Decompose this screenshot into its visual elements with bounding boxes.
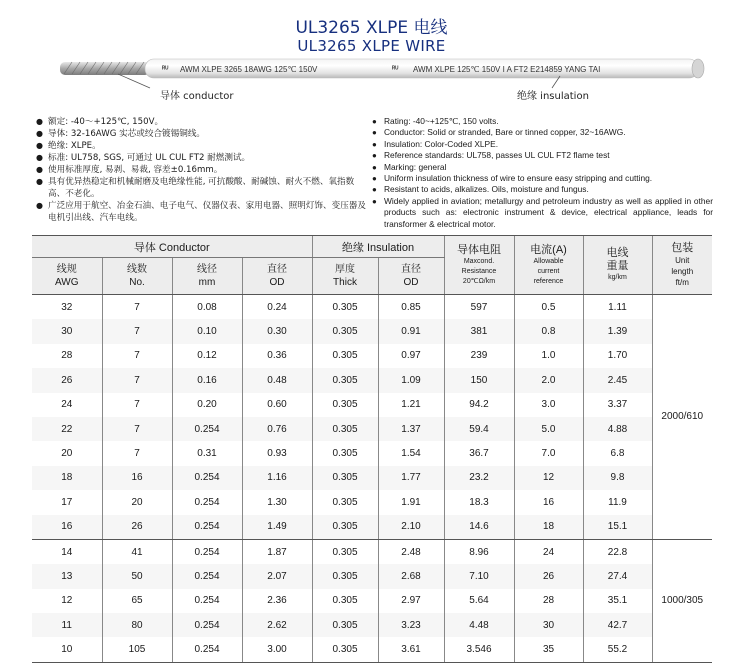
- cell-conductor-od: 0.93: [242, 441, 312, 465]
- table-row: [32, 441, 712, 465]
- cell-insulation-od: 1.37: [378, 417, 444, 441]
- cell-awg: 10: [32, 637, 102, 662]
- cell-strands: 7: [102, 295, 172, 320]
- cell-thickness: 0.305: [312, 564, 378, 588]
- cell-strand-dia: 0.16: [172, 368, 242, 392]
- cell-strands: 7: [102, 319, 172, 343]
- cell-resistance: 36.7: [444, 441, 514, 465]
- cell-strands: 20: [102, 490, 172, 514]
- cell-strands: 80: [102, 613, 172, 637]
- cell-insulation-od: 2.10: [378, 515, 444, 540]
- ul-logo-right: ᴿᵁ: [392, 66, 399, 73]
- page-subtitle: UL3265 XLPE WIRE: [297, 37, 446, 55]
- header-no: 线数 No.: [102, 258, 172, 295]
- bullet-en: ● Rating: -40~+125℃, 150 volts.: [372, 116, 499, 126]
- cell-current: 2.0: [514, 368, 583, 392]
- cell-conductor-od: 1.49: [242, 515, 312, 540]
- cell-strands: 105: [102, 637, 172, 662]
- cell-resistance: 14.6: [444, 515, 514, 540]
- header-length: 包装 Unit length ft/m: [652, 236, 712, 295]
- cell-resistance: 7.10: [444, 564, 514, 588]
- cell-current: 12: [514, 466, 583, 490]
- cell-resistance: 3.546: [444, 637, 514, 662]
- bullet-en: ● Resistant to acids, alkalizes. Oils, moisture and fungus.: [372, 184, 589, 195]
- cell-conductor-od: 1.30: [242, 490, 312, 514]
- cell-awg: 22: [32, 417, 102, 441]
- cell-current: 18: [514, 515, 583, 540]
- cell-weight: 22.8: [583, 539, 652, 564]
- cell-conductor-od: 2.36: [242, 589, 312, 613]
- cell-awg: 28: [32, 344, 102, 368]
- cell-strand-dia: 0.254: [172, 466, 242, 490]
- bullet-en: ● Reference standards: UL758, passes UL CUL FT2 flame test: [372, 150, 610, 161]
- table-row: [32, 466, 712, 490]
- cell-conductor-od: 3.00: [242, 637, 312, 662]
- cell-thickness: 0.305: [312, 368, 378, 392]
- header-mm: 线径 mm: [172, 258, 242, 295]
- wire-print-left: AWM XLPE 3265 18AWG 125℃ 150V: [180, 65, 318, 74]
- callout-insulation: 绝缘 insulation: [517, 91, 589, 102]
- cell-weight: 1.70: [583, 344, 652, 368]
- cell-resistance: 8.96: [444, 539, 514, 564]
- cell-resistance: 150: [444, 368, 514, 392]
- cell-thickness: 0.305: [312, 466, 378, 490]
- cell-strand-dia: 0.254: [172, 589, 242, 613]
- conductor-pointer: [118, 74, 150, 88]
- cell-thickness: 0.305: [312, 490, 378, 514]
- cell-insulation-od: 1.09: [378, 368, 444, 392]
- cell-insulation-od: 3.61: [378, 637, 444, 662]
- features-en: [370, 116, 713, 230]
- cell-thickness: 0.305: [312, 295, 378, 320]
- cell-weight: 1.11: [583, 295, 652, 320]
- cell-awg: 30: [32, 319, 102, 343]
- table-row: [32, 368, 712, 392]
- header-weight: 电线 重量 kg/km: [583, 236, 652, 295]
- cell-weight: 9.8: [583, 466, 652, 490]
- cell-strands: 7: [102, 441, 172, 465]
- table-row: [32, 393, 712, 417]
- cell-resistance: 59.4: [444, 417, 514, 441]
- cell-current: 24: [514, 539, 583, 564]
- cell-strand-dia: 0.254: [172, 564, 242, 588]
- cell-thickness: 0.305: [312, 344, 378, 368]
- cell-thickness: 0.305: [312, 417, 378, 441]
- cell-strand-dia: 0.31: [172, 441, 242, 465]
- cell-conductor-od: 0.24: [242, 295, 312, 320]
- cell-thickness: 0.305: [312, 319, 378, 343]
- cell-resistance: 597: [444, 295, 514, 320]
- cell-conductor-od: 2.62: [242, 613, 312, 637]
- cell-thickness: 0.305: [312, 589, 378, 613]
- cell-weight: 2.45: [583, 368, 652, 392]
- cell-strand-dia: 0.12: [172, 344, 242, 368]
- cell-insulation-od: 0.91: [378, 319, 444, 343]
- bullet-zh: ● 绝缘: XLPE。: [36, 141, 101, 151]
- header-od: 直径 OD: [242, 258, 312, 295]
- cell-insulation-od: 1.54: [378, 441, 444, 465]
- cell-awg: 26: [32, 368, 102, 392]
- cell-weight: 42.7: [583, 613, 652, 637]
- callout-conductor: 导体 conductor: [160, 91, 234, 102]
- cell-insulation-od: 3.23: [378, 613, 444, 637]
- table-row: [32, 490, 712, 514]
- cell-current: 16: [514, 490, 583, 514]
- cell-conductor-od: 1.87: [242, 539, 312, 564]
- cell-strand-dia: 0.08: [172, 295, 242, 320]
- features-zh: [34, 116, 369, 224]
- cell-strands: 41: [102, 539, 172, 564]
- bullet-zh: ● 广泛应用于航空、冶金石油、电子电气、仪器仪表、家用电器、照明灯饰、变压器及电机引出线、汽车电线。: [36, 201, 366, 223]
- bullet-zh: ● 使用标准厚度, 易剥、易裁, 容差±0.16mm。: [36, 165, 223, 175]
- cell-awg: 12: [32, 589, 102, 613]
- cell-conductor-od: 0.76: [242, 417, 312, 441]
- cell-conductor-od: 2.07: [242, 564, 312, 588]
- bullet-en: ● Insulation: Color-Coded XLPE.: [372, 138, 499, 149]
- cell-insulation-od: 1.77: [378, 466, 444, 490]
- cell-strand-dia: 0.10: [172, 319, 242, 343]
- spec-table: [32, 235, 712, 663]
- cell-weight: 6.8: [583, 441, 652, 465]
- cell-thickness: 0.305: [312, 515, 378, 540]
- cell-insulation-od: 1.21: [378, 393, 444, 417]
- cell-weight: 1.39: [583, 319, 652, 343]
- header-current: 电流(A) Allowable current reference: [514, 236, 583, 295]
- table-row: [32, 417, 712, 441]
- table-row: [32, 564, 712, 588]
- cell-awg: 18: [32, 466, 102, 490]
- cell-strands: 16: [102, 466, 172, 490]
- table-row: [32, 319, 712, 343]
- cell-strands: 65: [102, 589, 172, 613]
- bullet-zh: ● 导体: 32-16AWG 实芯或绞合镀锡铜线。: [36, 129, 206, 139]
- cell-current: 3.0: [514, 393, 583, 417]
- cell-strand-dia: 0.254: [172, 417, 242, 441]
- bullet-zh: ● 额定: -40～+125℃, 150V。: [36, 117, 164, 127]
- jacket-end: [692, 59, 704, 78]
- cell-strands: 50: [102, 564, 172, 588]
- ul-logo-left: ᴿᵁ: [162, 66, 169, 73]
- group-insulation: 绝缘 Insulation: [312, 236, 444, 258]
- cell-weight: 3.37: [583, 393, 652, 417]
- cell-conductor-od: 1.16: [242, 466, 312, 490]
- wire-diagram: [0, 50, 743, 100]
- cell-strands: 7: [102, 393, 172, 417]
- table-row: [32, 295, 712, 320]
- cell-strand-dia: 0.254: [172, 515, 242, 540]
- cell-unit-length: 1000/305: [652, 539, 712, 662]
- cell-conductor-od: 0.48: [242, 368, 312, 392]
- cell-weight: 55.2: [583, 637, 652, 662]
- group-conductor: 导体 Conductor: [32, 236, 312, 258]
- cell-current: 7.0: [514, 441, 583, 465]
- cell-strand-dia: 0.254: [172, 613, 242, 637]
- spec-table-body: [32, 295, 712, 663]
- cell-conductor-od: 0.30: [242, 319, 312, 343]
- table-row: [32, 589, 712, 613]
- cell-awg: 17: [32, 490, 102, 514]
- cell-resistance: 94.2: [444, 393, 514, 417]
- cell-current: 1.0: [514, 344, 583, 368]
- cell-insulation-od: 1.91: [378, 490, 444, 514]
- cell-strands: 7: [102, 417, 172, 441]
- cell-weight: 15.1: [583, 515, 652, 540]
- cell-current: 26: [514, 564, 583, 588]
- bullet-en: ● Widely applied in aviation; metallurgy and petroleum industry as well as applied in other products such as: electronic instrument & device, electrical appliance, leads for transformer & electrical motor.: [372, 195, 713, 229]
- header-awg: 线规 AWG: [32, 258, 102, 295]
- cell-insulation-od: 2.68: [378, 564, 444, 588]
- cell-awg: 14: [32, 539, 102, 564]
- bullet-en: ● Conductor: Solid or stranded, Bare or tinned copper, 32~16AWG.: [372, 127, 626, 138]
- cell-insulation-od: 0.97: [378, 344, 444, 368]
- cell-thickness: 0.305: [312, 613, 378, 637]
- cell-conductor-od: 0.60: [242, 393, 312, 417]
- cell-current: 28: [514, 589, 583, 613]
- cell-strands: 26: [102, 515, 172, 540]
- cell-unit-length: 2000/610: [652, 295, 712, 540]
- bullet-en: ● Marking: general: [372, 161, 447, 172]
- header-resistance: 导体电阻 Maxcond. Resistance 20℃Ω/km: [444, 236, 514, 295]
- cell-thickness: 0.305: [312, 637, 378, 662]
- cell-insulation-od: 0.85: [378, 295, 444, 320]
- page-title: UL3265 XLPE 电线: [295, 18, 448, 38]
- cell-current: 5.0: [514, 417, 583, 441]
- cell-weight: 4.88: [583, 417, 652, 441]
- header-thick: 厚度 Thick: [312, 258, 378, 295]
- cell-current: 35: [514, 637, 583, 662]
- table-row: [32, 613, 712, 637]
- wire-print-right: AWM XLPE 125℃ 150V I A FT2 E214859 YANG TAI: [413, 65, 601, 74]
- cell-awg: 24: [32, 393, 102, 417]
- cell-thickness: 0.305: [312, 539, 378, 564]
- cell-strand-dia: 0.20: [172, 393, 242, 417]
- cell-strand-dia: 0.254: [172, 490, 242, 514]
- cell-resistance: 381: [444, 319, 514, 343]
- header-ins-od: 直径 OD: [378, 258, 444, 295]
- cell-insulation-od: 2.48: [378, 539, 444, 564]
- cell-current: 0.5: [514, 295, 583, 320]
- bullet-zh: ● 标准: UL758, SGS, 可通过 UL CUL FT2 耐燃测试。: [36, 153, 251, 163]
- cell-weight: 27.4: [583, 564, 652, 588]
- cell-thickness: 0.305: [312, 393, 378, 417]
- cell-resistance: 4.48: [444, 613, 514, 637]
- cell-strand-dia: 0.254: [172, 637, 242, 662]
- table-row: [32, 637, 712, 662]
- cell-awg: 16: [32, 515, 102, 540]
- cell-current: 30: [514, 613, 583, 637]
- cell-strands: 7: [102, 368, 172, 392]
- table-row: [32, 515, 712, 540]
- table-row: [32, 539, 712, 564]
- cell-weight: 11.9: [583, 490, 652, 514]
- table-row: [32, 344, 712, 368]
- cell-conductor-od: 0.36: [242, 344, 312, 368]
- cell-current: 0.8: [514, 319, 583, 343]
- cell-resistance: 5.64: [444, 589, 514, 613]
- cell-strand-dia: 0.254: [172, 539, 242, 564]
- bullet-zh: ● 具有优异热稳定和机械耐磨及电绝缘性能, 可抗酸酸、耐碱蚀、耐火不燃、氧指数高、不老化。: [36, 177, 355, 199]
- cell-resistance: 239: [444, 344, 514, 368]
- cell-resistance: 23.2: [444, 466, 514, 490]
- cell-awg: 13: [32, 564, 102, 588]
- cell-thickness: 0.305: [312, 441, 378, 465]
- cell-insulation-od: 2.97: [378, 589, 444, 613]
- cell-resistance: 18.3: [444, 490, 514, 514]
- cell-awg: 20: [32, 441, 102, 465]
- cell-awg: 11: [32, 613, 102, 637]
- cell-strands: 7: [102, 344, 172, 368]
- bullet-en: ● Uniform insulation thickness of wire to ensure easy stripping and cutting.: [372, 173, 653, 184]
- cell-awg: 32: [32, 295, 102, 320]
- cell-weight: 35.1: [583, 589, 652, 613]
